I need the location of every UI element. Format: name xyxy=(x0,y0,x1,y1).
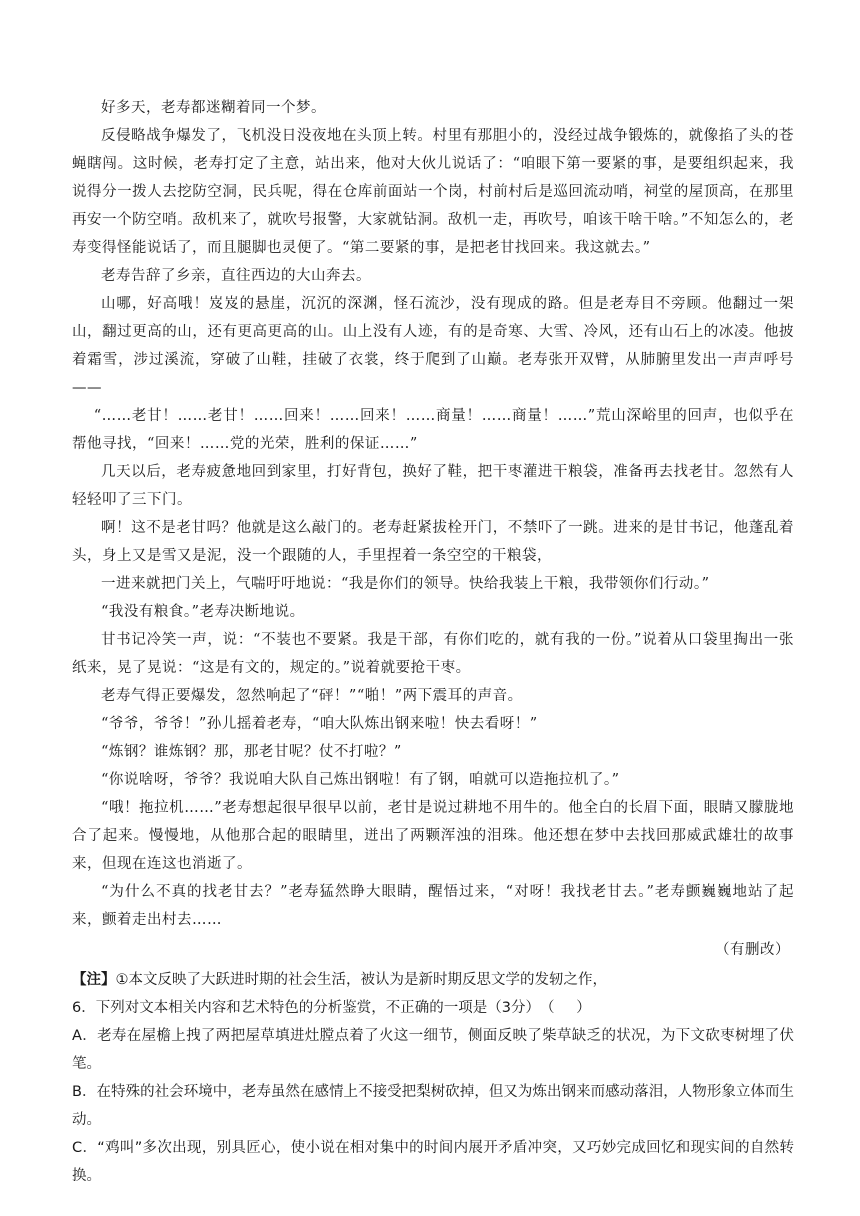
answer-paren-open: （ xyxy=(539,1000,555,1016)
question-6 xyxy=(72,994,794,1022)
story-paragraph-16: “为什么不真的找老甘去？”老寿猛然睁大眼睛，醒悟过来，“对呀！我找老甘去。”老寿颤巍巍地站了起来，颤着走出村去…… xyxy=(72,884,794,928)
question-stem: 6．下列对文本相关内容和艺术特色的分析鉴赏，不正确的一项是（3分） xyxy=(72,1000,540,1016)
option-b: B．在特殊的社会环境中，老寿虽然在感情上不接受把梨树砍掉，但又为炼出钢来而感动落泪，人物形象立体而生动。 xyxy=(72,1084,794,1128)
story-paragraph-13: “炼钢？谁炼钢？那，那老甘呢？仗不打啦？” xyxy=(101,744,402,760)
story-paragraph-12: “爷爷，爷爷！”孙儿摇着老寿，“咱大队炼出钢来啦！快去看呀！” xyxy=(101,716,538,732)
story-paragraph-9: “我没有粮食。”老寿决断地说。 xyxy=(101,604,305,620)
story-paragraph-10: 甘书记冷笑一声，说：“不装也不要紧。我是干部，有你们吃的，就有我的一份。”说着从口袋里掏出一张纸来，晃了晃说：“这是有文的，规定的。”说着就要抢干枣。 xyxy=(72,632,794,676)
story-paragraph-3: 老寿告辞了乡亲，直往西边的大山奔去。 xyxy=(101,268,371,284)
story-paragraph-2: 反侵略战争爆发了，飞机没日没夜地在头顶上转。村里有那胆小的，没经过战争锻炼的，就像掐了头的苍蝇瞎闯。这时候，老寿打定了主意，站出来，他对大伙儿说话了：“咱眼下第一要紧的事，是要组织起来，我说得分一拨人去挖防空洞，民兵呢，得在仓库前面站一个岗，村前村后是巡回流动哨，祠堂的屋顶高，在那里再安一个防空哨。敌机来了，就吹号报警，大家就钻洞。敌机一走，再吹号，咱该干啥干啥。”不知怎么的，老寿变得怪能说话了，而且腿脚也灵便了。“第二要紧的事，是把老甘找回来。我这就去。” xyxy=(72,128,794,256)
story-paragraph-7: 啊！这不是老甘吗？他就是这么敲门的。老寿赶紧拔栓开门，不禁吓了一跳。进来的是甘书记，他蓬乱着头，身上又是雪又是泥，没一个跟随的人，手里捏着一条空空的干粮袋， xyxy=(72,520,794,564)
annotation-text: ①本文反映了大跃进时期的社会生活，被认为是新时期反思文学的发轫之作， xyxy=(115,972,607,988)
story-paragraph-1: 好多天，老寿都迷糊着同一个梦。 xyxy=(101,100,326,116)
story-paragraph-14: “你说啥呀，爷爷？我说咱大队自己炼出钢啦！有了钢，咱就可以造拖拉机了。” xyxy=(101,772,620,788)
story-paragraph-11: 老寿气得正要爆发，忽然响起了“砰！”“啪！”两下震耳的声音。 xyxy=(101,688,523,704)
story-paragraph-5: “……老甘！……老甘！……回来！……回来！……商量！……商量！……”荒山深峪里的回声，也似乎在帮他寻找，“回来！……党的光荣，胜利的保证……” xyxy=(72,408,794,452)
option-c: C．“鸡叫”多次出现，别具匠心，使小说在相对集中的时间内展开矛盾冲突，又巧妙完成回忆和现实间的自然转换。 xyxy=(72,1140,794,1184)
story-paragraph-6: 几天以后，老寿疲惫地回到家里，打好背包，换好了鞋，把干枣灌进干粮袋，准备再去找老甘。忽然有人轻轻叩了三下门。 xyxy=(72,464,794,508)
option-a: A．老寿在屋檐上拽了两把屋草填进灶膛点着了火这一细节，侧面反映了柴草缺乏的状况，为下文砍枣树埋了伏笔。 xyxy=(72,1028,794,1072)
answer-paren-close: ） xyxy=(576,1000,591,1016)
story-text xyxy=(72,94,794,934)
story-paragraph-4: 山哪，好高哦！岌岌的悬崖，沉沉的深渊，怪石流沙，没有现成的路。但是老寿目不旁顾。他翻过一架山，翻过更高的山，还有更高更高的山。山上没有人迹，有的是奇寒、大雪、冷风，还有山石上的冰凌。他披着霜雪，涉过溪流，穿破了山鞋，挂破了衣裳，终于爬到了山巅。老寿张开双臂，从肺腑里发出一声声呼号—— xyxy=(72,296,794,396)
annotation xyxy=(72,966,794,994)
answer-blank[interactable] xyxy=(539,994,591,1022)
source-note: （有删改） xyxy=(715,942,790,958)
story-paragraph-8: 一进来就把门关上，气喘吁吁地说：“我是你们的领导。快给我装上干粮，我带领你们行动。” xyxy=(101,576,710,592)
annotation-tag: 【注】 xyxy=(72,972,116,988)
story-paragraph-15: “哦！拖拉机……”老寿想起很早很早以前，老甘是说过耕地不用牛的。他全白的长眉下面，眼睛又朦胧地合了起来。慢慢地，从他那合起的眼睛里，迸出了两颗浑浊的泪珠。他还想在梦中去找回那威武雄壮的故事来，但现在连这也消逝了。 xyxy=(72,800,794,872)
